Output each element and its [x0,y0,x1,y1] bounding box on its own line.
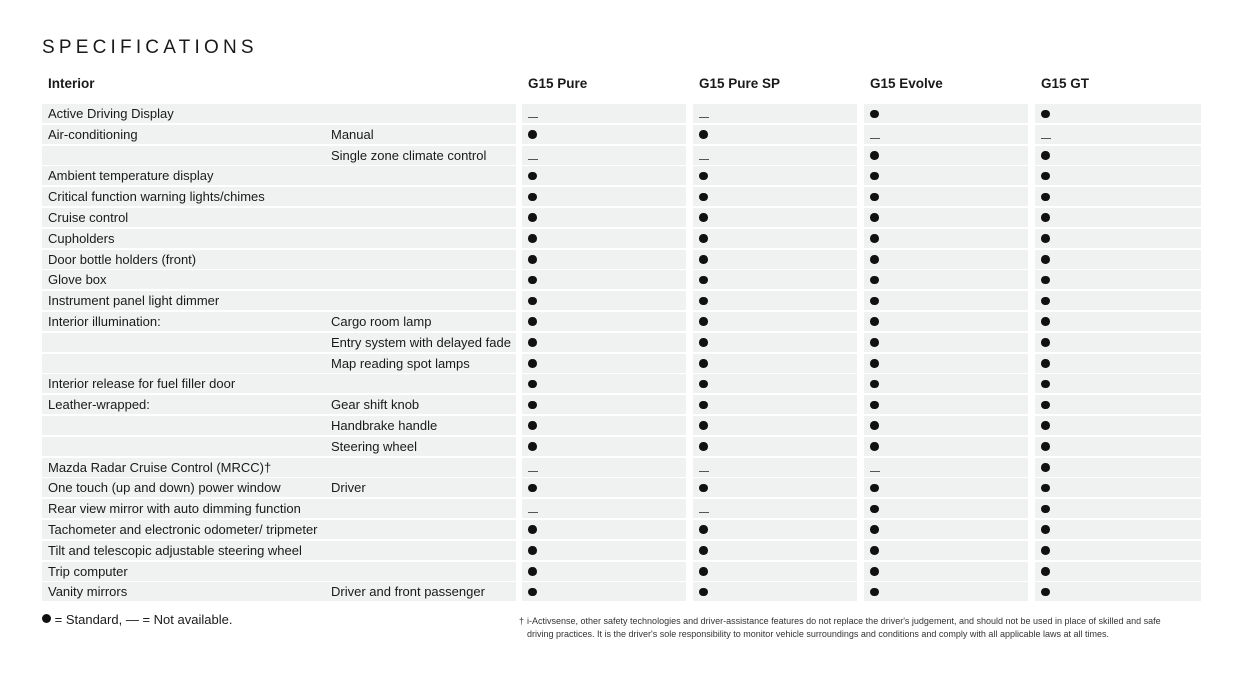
value-cell [864,187,1028,206]
value-cell [693,374,857,393]
standard-dot-icon [1041,317,1050,326]
feature-sub-label: Manual [331,126,374,142]
value-cell [693,187,857,206]
value-cell [693,541,857,560]
not-available-dash-icon: — [125,612,139,627]
standard-dot-icon [699,317,708,326]
feature-label: One touch (up and down) power window [48,480,281,496]
value-cell [1035,125,1201,144]
value-cell [693,333,857,352]
standard-dot-icon [699,276,708,285]
feature-sub-label: Handbrake handle [331,417,438,433]
feature-label: Door bottle holders (front) [48,251,197,267]
standard-dot-icon [870,276,879,285]
value-cell [1035,333,1201,352]
value-cell [864,541,1028,560]
standard-dot-icon [528,421,537,430]
value-cell [1035,208,1201,227]
feature-sub-label: Steering wheel [331,438,417,454]
standard-dot-icon [1041,380,1050,389]
standard-dot-icon [870,317,879,326]
value-cell [1035,229,1201,248]
standard-dot-icon [528,359,537,368]
feature-sub-label: Single zone climate control [331,147,487,163]
value-cell [522,146,686,165]
model-heading-pure: G15 Pure [528,76,588,91]
standard-dot-icon [1041,546,1050,555]
value-cell [522,374,686,393]
feature-label: Interior illumination: [48,313,161,329]
feature-label: Vanity mirrors [48,584,128,600]
value-cell [693,478,857,497]
feature-cell [42,354,516,373]
feature-cell [42,250,516,269]
value-cell [693,354,857,373]
feature-label: Rear view mirror with auto dimming function [48,501,301,517]
feature-label: Tilt and telescopic adjustable steering wheel [48,542,302,558]
value-cell [693,229,857,248]
standard-dot-icon [699,546,708,555]
standard-dot-icon [699,401,708,410]
value-cell [522,582,686,601]
standard-dot-icon [699,297,708,306]
section-heading: Interior [48,76,95,91]
value-cell [864,582,1028,601]
standard-dot-icon [870,546,879,555]
standard-dot-icon [1041,463,1050,472]
standard-dot-icon [699,234,708,243]
standard-dot-icon [870,193,879,202]
feature-label: Active Driving Display [48,106,174,121]
standard-dot-icon [1041,484,1050,493]
feature-sub-label: Driver and front passenger [331,584,485,600]
feature-sub-label: Map reading spot lamps [331,355,470,371]
value-cell [693,562,857,581]
value-cell [864,125,1028,144]
feature-cell [42,374,516,393]
value-cell [693,291,857,310]
feature-cell [42,478,516,497]
value-cell [864,499,1028,518]
value-cell [522,354,686,373]
feature-cell [42,187,516,206]
feature-label: Tachometer and electronic odometer/ tripmeter [48,521,318,537]
value-cell [693,125,857,144]
value-cell [864,437,1028,456]
value-cell [693,104,857,123]
not-available-dash-icon [699,471,709,472]
standard-dot-icon [528,401,537,410]
feature-label: Ambient temperature display [48,168,214,184]
value-cell [1035,374,1201,393]
standard-dot-icon [870,380,879,389]
standard-dot-icon [1041,255,1050,264]
standard-dot-icon [1041,421,1050,430]
page-title: SPECIFICATIONS [42,37,258,58]
feature-cell [42,416,516,435]
feature-cell [42,208,516,227]
value-cell [522,416,686,435]
value-cell [864,333,1028,352]
standard-dot-icon [42,614,51,623]
standard-dot-icon [699,567,708,576]
value-cell [864,562,1028,581]
feature-cell [42,541,516,560]
value-cell [693,499,857,518]
standard-dot-icon [528,193,537,202]
model-heading-gt: G15 GT [1041,76,1090,91]
value-cell [693,416,857,435]
value-cell [693,395,857,414]
feature-cell [42,270,516,289]
standard-dot-icon [870,401,879,410]
value-cell [1035,582,1201,601]
feature-cell [42,291,516,310]
value-cell [522,333,686,352]
value-cell [1035,250,1201,269]
value-cell [522,458,686,477]
standard-dot-icon [1041,505,1050,514]
standard-dot-icon [1041,588,1050,597]
standard-dot-icon [1041,297,1050,306]
value-cell [1035,187,1201,206]
feature-cell [42,104,516,123]
value-cell [1035,166,1201,185]
value-cell [522,250,686,269]
standard-dot-icon [699,588,708,597]
standard-dot-icon [528,484,537,493]
standard-dot-icon [699,255,708,264]
standard-dot-icon [699,130,708,139]
value-cell [522,499,686,518]
legend [42,612,232,627]
standard-dot-icon [699,484,708,493]
standard-dot-icon [528,297,537,306]
standard-dot-icon [870,505,879,514]
model-heading-pure-sp: G15 Pure SP [699,76,781,91]
value-cell [1035,270,1201,289]
standard-dot-icon [1041,401,1050,410]
footnote-mark: † [519,616,525,626]
footnote [519,615,1179,640]
not-available-dash-icon [699,512,709,513]
standard-dot-icon [870,172,879,181]
standard-dot-icon [528,213,537,222]
value-cell [864,374,1028,393]
standard-dot-icon [528,255,537,264]
feature-sub-label: Gear shift knob [331,397,420,413]
value-cell [693,458,857,477]
value-cell [1035,478,1201,497]
value-cell [522,187,686,206]
standard-dot-icon [870,484,879,493]
standard-dot-icon [699,380,708,389]
standard-dot-icon [699,442,708,451]
feature-sub-label: Driver [331,480,366,496]
standard-dot-icon [699,193,708,202]
value-cell [1035,104,1201,123]
feature-label: Cruise control [48,209,129,225]
feature-label: Interior release for fuel filler door [48,376,236,392]
not-available-dash-icon [699,117,709,118]
standard-dot-icon [528,172,537,181]
value-cell [1035,146,1201,165]
value-cell [693,582,857,601]
feature-sub-label: Cargo room lamp [331,313,432,329]
value-cell [864,270,1028,289]
standard-dot-icon [528,380,537,389]
standard-dot-icon [699,421,708,430]
not-available-dash-icon [528,117,538,118]
value-cell [1035,312,1201,331]
feature-label: Mazda Radar Cruise Control (MRCC)† [48,459,272,475]
standard-dot-icon [870,567,879,576]
not-available-dash-icon [699,159,709,160]
feature-label: Air-conditioning [48,126,138,142]
value-cell [864,250,1028,269]
value-cell [522,437,686,456]
not-available-dash-icon [528,159,538,160]
value-cell [522,125,686,144]
feature-cell [42,146,516,165]
value-cell [693,437,857,456]
feature-cell [42,582,516,601]
not-available-dash-icon [870,471,880,472]
feature-label: Leather-wrapped: [48,397,150,413]
feature-cell [42,520,516,539]
standard-dot-icon [870,151,879,160]
standard-dot-icon [699,338,708,347]
standard-dot-icon [1041,172,1050,181]
value-cell [1035,458,1201,477]
value-cell [522,270,686,289]
value-cell [1035,541,1201,560]
feature-label: Trip computer [48,563,128,579]
value-cell [522,520,686,539]
standard-dot-icon [1041,442,1050,451]
value-cell [1035,499,1201,518]
value-cell [693,146,857,165]
standard-dot-icon [870,234,879,243]
standard-dot-icon [528,234,537,243]
feature-cell [42,458,516,477]
feature-cell [42,125,516,144]
standard-dot-icon [1041,359,1050,368]
value-cell [522,208,686,227]
standard-dot-icon [528,442,537,451]
standard-dot-icon [870,213,879,222]
value-cell [1035,354,1201,373]
value-cell [864,520,1028,539]
value-cell [864,291,1028,310]
value-cell [864,478,1028,497]
feature-cell [42,395,516,414]
value-cell [522,229,686,248]
standard-dot-icon [528,276,537,285]
value-cell [693,270,857,289]
standard-dot-icon [1041,151,1050,160]
value-cell [693,250,857,269]
feature-cell [42,312,516,331]
not-available-dash-icon [1041,138,1051,139]
value-cell [864,104,1028,123]
standard-dot-icon [870,588,879,597]
standard-dot-icon [1041,338,1050,347]
standard-dot-icon [1041,234,1050,243]
feature-cell [42,499,516,518]
value-cell [1035,520,1201,539]
standard-dot-icon [1041,525,1050,534]
standard-dot-icon [1041,110,1050,119]
table-header [0,76,1244,96]
value-cell [522,312,686,331]
value-cell [864,166,1028,185]
value-cell [864,416,1028,435]
standard-dot-icon [1041,276,1050,285]
standard-dot-icon [870,442,879,451]
standard-dot-icon [528,525,537,534]
not-available-dash-icon [528,471,538,472]
feature-label: Glove box [48,272,107,288]
value-cell [522,478,686,497]
standard-dot-icon [699,172,708,181]
value-cell [693,312,857,331]
value-cell [522,104,686,123]
standard-dot-icon [870,255,879,264]
value-cell [522,291,686,310]
feature-sub-label: Entry system with delayed fade [331,334,511,350]
value-cell [693,208,857,227]
standard-dot-icon [528,588,537,597]
standard-dot-icon [870,359,879,368]
value-cell [864,146,1028,165]
value-cell [522,541,686,560]
standard-dot-icon [528,317,537,326]
standard-dot-icon [699,525,708,534]
value-cell [1035,562,1201,581]
value-cell [864,458,1028,477]
feature-label: Critical function warning lights/chimes [48,189,265,205]
standard-dot-icon [699,359,708,368]
standard-dot-icon [1041,213,1050,222]
standard-dot-icon [870,525,879,534]
not-available-dash-icon [528,512,538,513]
value-cell [864,229,1028,248]
value-cell [522,562,686,581]
standard-dot-icon [870,297,879,306]
value-cell [1035,395,1201,414]
standard-dot-icon [528,546,537,555]
value-cell [693,166,857,185]
value-cell [522,395,686,414]
standard-dot-icon [1041,567,1050,576]
standard-dot-icon [870,110,879,119]
value-cell [1035,416,1201,435]
legend-na-text: = Not available. [142,612,233,627]
value-cell [864,395,1028,414]
model-heading-evolve: G15 Evolve [870,76,943,91]
feature-label: Instrument panel light dimmer [48,293,220,309]
standard-dot-icon [528,338,537,347]
legend-standard-text: = Standard, [54,612,123,627]
standard-dot-icon [1041,193,1050,202]
value-cell [693,520,857,539]
value-cell [1035,437,1201,456]
feature-cell [42,437,516,456]
value-cell [864,208,1028,227]
not-available-dash-icon [870,138,880,139]
standard-dot-icon [528,130,537,139]
feature-cell [42,229,516,248]
feature-cell [42,166,516,185]
value-cell [522,166,686,185]
feature-label: Cupholders [48,230,115,246]
feature-cell [42,562,516,581]
footnote-text: i-Activsense, other safety technologies and driver-assistance features do not replace the driver's judgement, and should not be used in place of skilled and safe driving practices. It is the driver's sole responsibility to monitor vehicle surroundings and conditions and comply with all applicable laws at all times. [527,616,1161,639]
standard-dot-icon [870,421,879,430]
feature-cell [42,333,516,352]
standard-dot-icon [699,213,708,222]
value-cell [864,312,1028,331]
value-cell [864,354,1028,373]
value-cell [1035,291,1201,310]
standard-dot-icon [528,567,537,576]
standard-dot-icon [870,338,879,347]
